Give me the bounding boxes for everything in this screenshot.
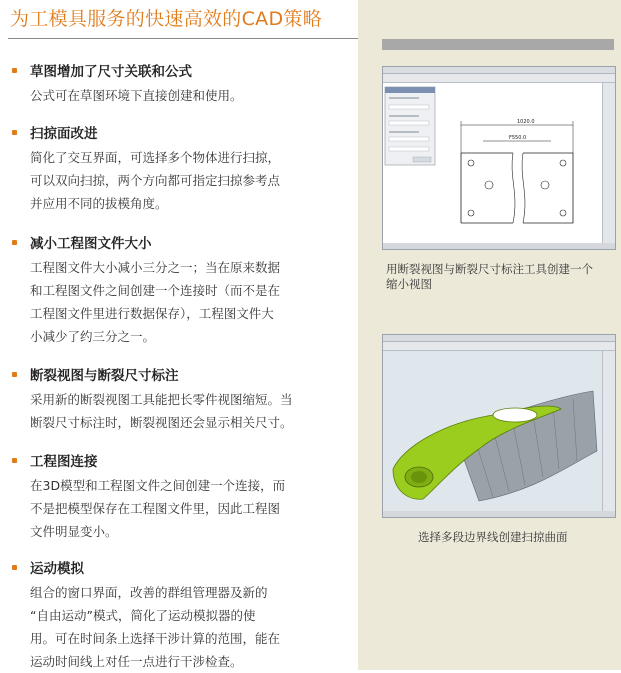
feature-title: 扫掠面改进 (30, 126, 98, 142)
feature-text: “自由运动”模式，简化了运动模拟器的使 (30, 608, 256, 623)
feature-text: 简化了交互界面，可选择多个物体进行扫掠， (30, 150, 281, 165)
bullet-icon (12, 130, 17, 135)
feature-text: 并应用不同的拔模角度。 (30, 196, 168, 211)
feature-title: 减小工程图文件大小 (30, 236, 152, 252)
caption-line: 缩小视图 (386, 277, 432, 291)
bullet-icon (12, 240, 17, 245)
feature-item (10, 450, 350, 543)
app-right-toolbar (602, 83, 615, 243)
app-toolbar (383, 74, 615, 83)
feature-item (10, 122, 350, 215)
caption-line: 选择多段边界线创建扫掠曲面 (418, 530, 568, 544)
feature-item (10, 60, 350, 107)
screenshot-caption (418, 530, 568, 545)
app-toolbar (383, 342, 615, 351)
feature-title: 断裂视图与断裂尺寸标注 (30, 368, 179, 384)
bullet-icon (12, 372, 17, 377)
app-right-toolbar (602, 351, 615, 511)
feature-text: 运动时间线上对任一点进行干涉检查。 (30, 654, 243, 669)
model-canvas (383, 351, 603, 511)
model-graphic (383, 351, 603, 511)
screenshot-caption (386, 262, 593, 292)
dimension-inner-label: F550.0 (509, 135, 527, 141)
screenshot-broken-view (382, 66, 616, 250)
feature-item (10, 557, 350, 673)
feature-text: 断裂尺寸标注时，断裂视图还会显示相关尺寸。 (30, 415, 293, 430)
feature-item (10, 364, 350, 434)
feature-text: 文件明显变小。 (30, 524, 118, 539)
feature-text: 可以双向扫掠，两个方向都可指定扫掠参考点 (30, 173, 281, 188)
screenshot-sweep-surface (382, 334, 616, 518)
bullet-icon (12, 565, 17, 570)
title-divider (8, 38, 358, 39)
feature-text: 小减少了约三分之一。 (30, 329, 156, 344)
feature-text: 和工程图文件之间创建一个连接时（而不是在 (30, 283, 281, 298)
feature-text: 工程图文件里进行数据保存），工程图文件大 (30, 306, 274, 321)
drawing-graphic (383, 83, 603, 243)
page-title: 为工模具服务的快速高效的CAD策略 (10, 8, 322, 30)
panel-top-bar (382, 39, 614, 50)
feature-text: 采用新的断裂视图工具能把长零件视图缩短。当 (30, 392, 293, 407)
dimension-outer-label: 1020.0 (517, 119, 535, 125)
feature-text: 工程图文件大小减小三分之一；当在原来数据 (30, 260, 281, 275)
feature-title: 运动模拟 (30, 561, 84, 577)
feature-text: 公式可在草图环境下直接创建和使用。 (30, 88, 243, 103)
caption-line: 用断裂视图与断裂尺寸标注工具创建一个 (386, 262, 593, 276)
feature-title: 工程图连接 (30, 454, 98, 470)
app-statusbar (383, 243, 615, 249)
feature-title: 草图增加了尺寸关联和公式 (30, 64, 192, 80)
feature-text: 在3D模型和工程图文件之间创建一个连接，而 (30, 478, 286, 493)
app-statusbar (383, 511, 615, 517)
app-menubar (383, 335, 615, 342)
app-menubar (383, 67, 615, 74)
bullet-icon (12, 68, 17, 73)
feature-text: 组合的窗口界面，改善的群组管理器及新的 (30, 585, 268, 600)
bullet-icon (12, 458, 17, 463)
feature-text: 不是把模型保存在工程图文件里，因此工程图 (30, 501, 281, 516)
feature-text: 用。可在时间条上选择干涉计算的范围，能在 (30, 631, 281, 646)
drawing-canvas (383, 83, 603, 243)
feature-item (10, 232, 350, 348)
